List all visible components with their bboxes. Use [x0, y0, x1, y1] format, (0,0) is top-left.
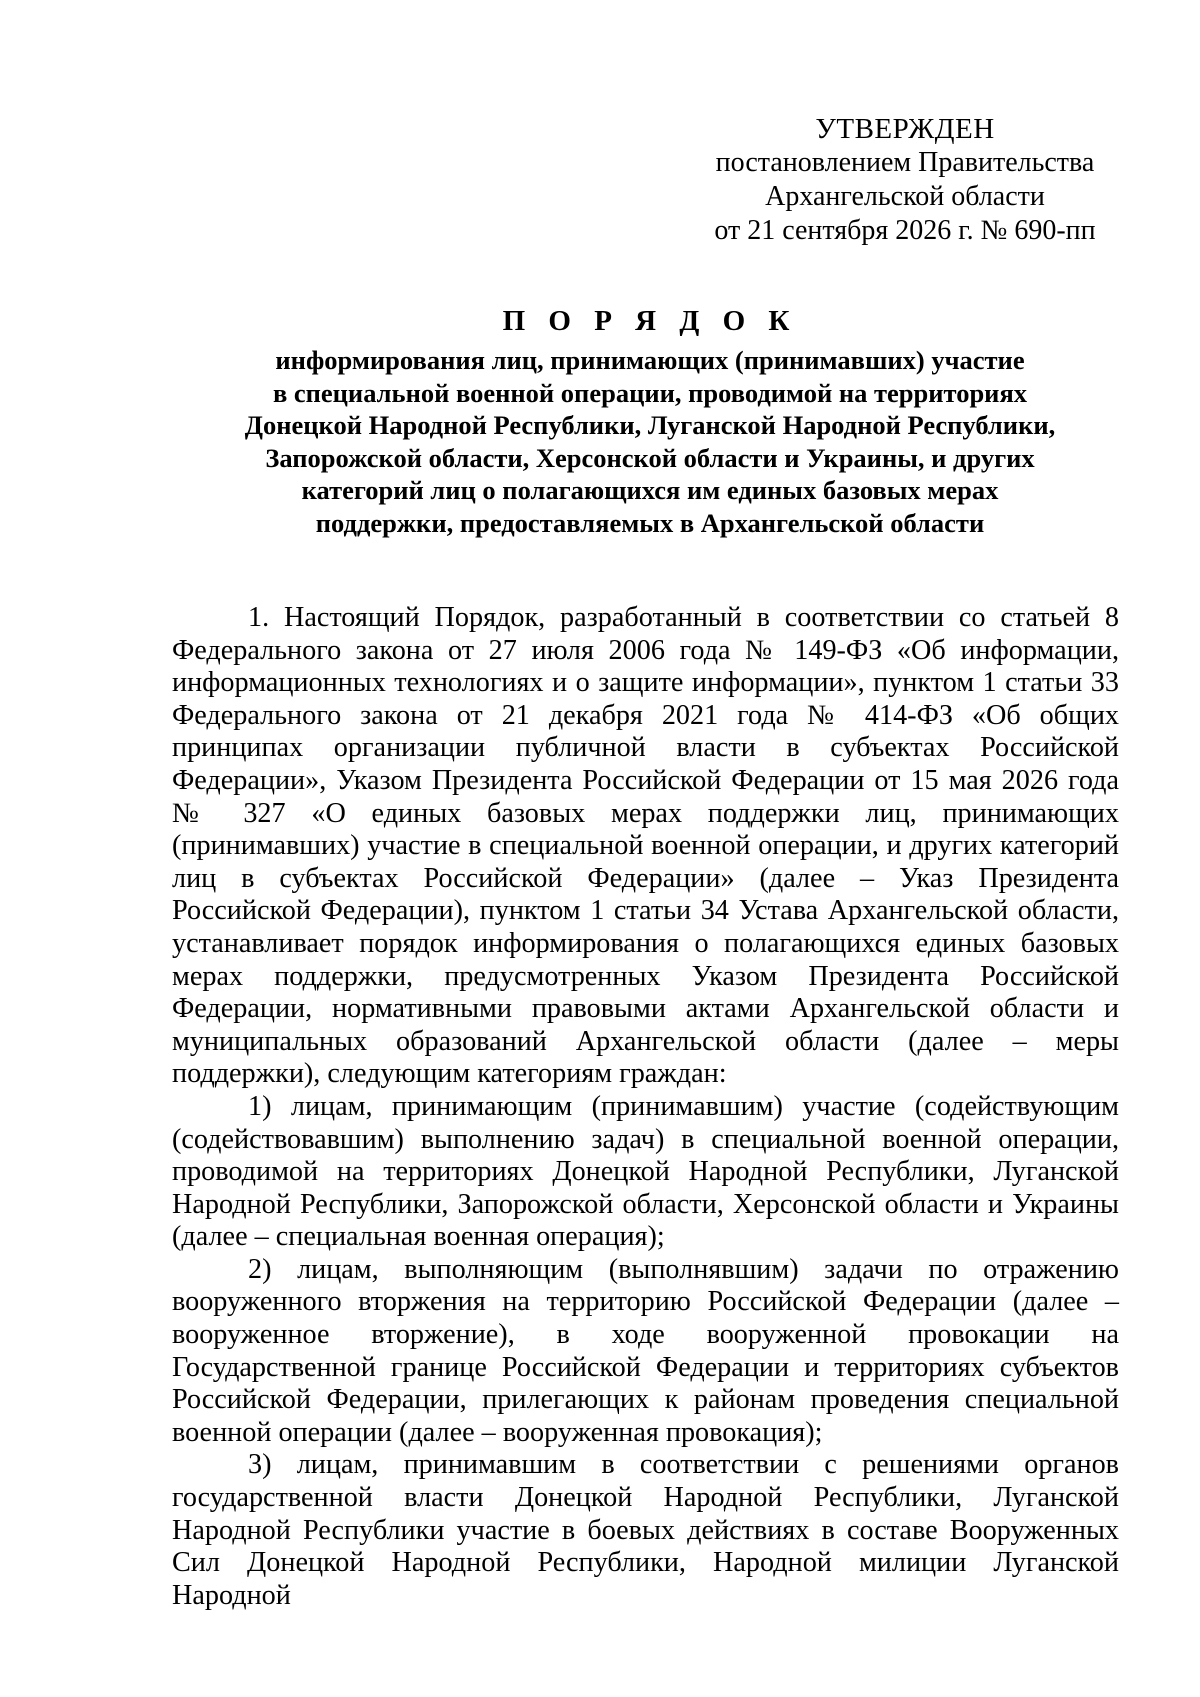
document-title-block	[170, 302, 1130, 539]
approval-heading: УТВЕРЖДЕН	[815, 113, 995, 145]
subtitle-line-5: категорий лиц о полагающихся им единых базовых мерах	[301, 475, 999, 505]
document-subtitle	[170, 344, 1130, 539]
subtitle-line-3: Донецкой Народной Республики, Луганской Народной Республики,	[244, 410, 1056, 440]
approval-line-1: постановлением Правительства	[715, 147, 1095, 178]
list-item-2: 2) лицам, выполняющим (выполнявшим) задачи по отражению вооруженного вторжения на территорию Российской Федерации (далее – вооруженное вторжение), в ходе вооруженной провокации на Государственной границе Российской Федерации и территориях субъектов Российской Федерации, прилегающих к районам проведения специальной военной операции (далее – вооруженная провокация);	[172, 1253, 1119, 1448]
subtitle-line-2: в специальной военной операции, проводимой на территориях	[272, 377, 1028, 408]
subtitle-line-1: информирования лиц, принимающих (принимавших) участие	[275, 345, 1025, 375]
document-body	[172, 602, 1119, 1612]
list-item-1: 1) лицам, принимающим (принимавшим) участие (содействующим (содействовавшим) выполнению задач) в специальной военной операции, проводимой на территориях Донецкой Народной Республики, Луганской Народной Республики, Запорожской области, Херсонской области и Украины (далее – специальная военная операция);	[172, 1090, 1119, 1253]
approval-stamp-block	[700, 112, 1110, 248]
paragraph-1: 1. Настоящий Порядок, разработанный в соответствии со статьей 8 Федерального закона от 27 июля 2006 года № 149-ФЗ «Об информации, информационных технологиях и о защите информации», пунктом 1 статьи 33 Федерального закона от 21 декабря 2021 года № 414-ФЗ «Об общих принципах организации публичной власти в субъектах Российской Федерации», Указом Президента Российской Федерации от 15 мая 2026 года № 327 «О единых базовых мерах поддержки лиц, принимающих (принимавших) участие в специальной военной операции, и других категорий лиц в субъектах Российской Федерации» (далее – Указ Президента Российской Федерации), пунктом 1 статьи 34 Устава Архангельской области, устанавливает порядок информирования о полагающихся единых базовых мерах поддержки, предусмотренных Указом Президента Российской Федерации, нормативными правовыми актами Архангельской области и муниципальных образований Архангельской области (далее – меры поддержки), следующим категориям граждан:	[172, 602, 1119, 1090]
subtitle-line-6: поддержки, предоставляемых в Архангельской области	[315, 507, 985, 538]
document-title: П О Р Я Д О К	[502, 305, 798, 337]
list-item-3: 3) лицам, принимавшим в соответствии с решениями органов государственной власти Донецкой Народной Республики, Луганской Народной Республики участие в боевых действиях в составе Вооруженных Сил Донецкой Народной Республики, Народной милиции Луганской Народной	[172, 1449, 1119, 1611]
approval-line-3: от 21 сентября 2026 г. № 690-пп	[714, 215, 1096, 246]
approval-line-2: Архангельской области	[765, 181, 1045, 212]
subtitle-line-4: Запорожской области, Херсонской области и Украины, и других	[265, 442, 1035, 473]
